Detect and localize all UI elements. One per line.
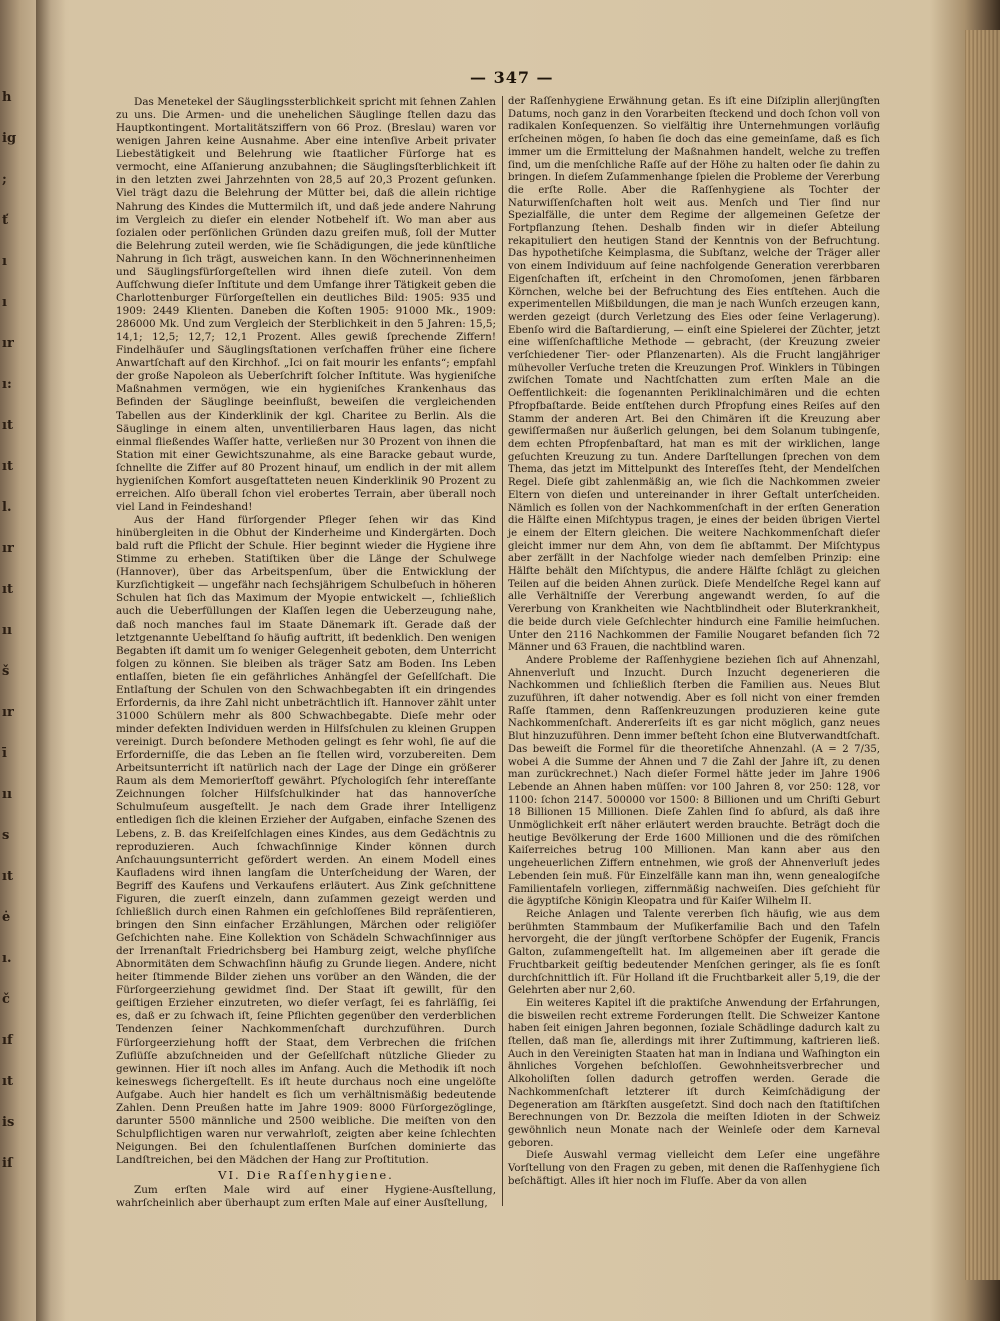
paragraph: Ein weiteres Kapitel iſt die praktiſche Anwendung der Erfahrungen, die bisweilen recht extreme Forderungen ſtellt. Die Schweizer Kantone haben ſeit einigen Jahren begonnen, ſoziale Schädlinge dadurch kalt zu ſtellen, daß man ſie, allerdings mit ihrer Zuſtimmung, kaſtrieren ließ. Auch in den Vereinigten Staaten hat man in Indiana und Waſhington ein ähnliches Vorgehen beſchloſſen. Gewohnheitsverbrecher und Alkoholiſten ſollen dadurch getroffen werden. Gerade die Nachkommenſchaft letzterer iſt durch Keimſchädigung der Degeneration am ſtärkſten ausgeſetzt. Sind doch nach den ſtatiſtiſchen Berechnungen von Dr. Bezzola die meiſten Idioten in der Schweiz gewöhnlich neun Monate nach der Weinleſe oder dem Karneval geboren. [508, 997, 880, 1149]
previous-page-fragment: ır [2, 336, 14, 351]
previous-page-fragment: ı [2, 254, 7, 269]
previous-page-fragment: ıt [2, 1074, 13, 1089]
paragraph: der Raſſenhygiene Erwähnung getan. Es iſt eine Diſziplin allerjüngſten Datums, noch ganz in den Vorarbeiten ſteckend und doch ſchon voll von radikalen Konſequenzen. So vielfältig ihre Unternehmungen vorläufig erſcheinen mögen, ſo haben ſie doch das eine gemeinſame, daß es ſich immer um die Ermittelung der Maßnahmen handelt, welche zu treffen ſind, um die menſchliche Raſſe auf der Höhe zu halten oder ſie dahin zu bringen. In dieſem Zuſammenhange ſpielen die Probleme der Vererbung die erſte Rolle. Aber die Raſſenhygiene als Tochter der Naturwiſſenſchaften holt weit aus. Menſch und Tier ſind nur Spezialfälle, die unter dem Regime der allgemeinen Geſetze der Fortpflanzung ſtehen. Deshalb finden wir in dieſer Abteilung rekapituliert den heutigen Stand der Kenntnis von der Befruchtung. Das hypothetiſche Keimplasma, die Subſtanz, welche der Träger aller von einem Individuum auf ſeine nachfolgende Generation vererbbaren Eigenſchaften iſt, erſcheint in den Chromoſomen, jenen färbbaren Körnchen, welche bei der Befruchtung des Eies entſtehen. Auch die experimentellen Mißbildungen, die man je nach Wunſch erzeugen kann, werden gezeigt (durch Verletzung des Eies oder ſeine Verlagerung). Ebenſo wird die Baſtardierung, — einſt eine Spielerei der Züchter, jetzt eine wiſſenſchaftliche Methode — gebracht, (der Kreuzung zweier verſchiedener Tier- oder Pflanzenarten). Als die Frucht langjähriger mühevoller Verſuche treten die Kreuzungen Prof. Winklers in Tübingen zwiſchen Tomate und Nachtſchatten zum erſten Male an die Oeffentlichkeit: die ſogenannten Periklinalchimären und die echten Pfropfbaſtarde. Beide entſtehen durch Pfropfung eines Reiſes auf den Stamm der anderen Art. Bei den Chimären iſt die Kreuzung aber gewiſſermaßen nur äußerlich gelungen, bei dem Solanum tubingenſe, dem echten Pfropfenbaſtard, hat man es mit der wirklichen, lange geſuchten Kreuzung zu tun. Andere Darſtellungen ſprechen von dem Thema, das jetzt im Mittelpunkt des Intereſſes ſteht, der Mendelſchen Regel. Dieſe gibt zahlenmäßig an, wie ſich die Nachkommen zweier Eltern von dieſen und untereinander in ihrer Geſtalt unterſcheiden. Nämlich es ſollen von der Nachkommenſchaft in der erſten Generation die Hälfte einen Miſchtypus tragen, je eines der beiden übrigen Viertel je einem der Eltern gleichen. Die weitere Nachkommenſchaft dieſer gleicht immer nur dem Ahn, von dem ſie abſtammt. Der Miſchtypus aber zerfällt in der Nachfolge wieder nach demſelben Prinzip: eine Hälfte behält den Miſchtypus, die andere Hälfte ſchlägt zu gleichen Teilen auf die beiden Ahnen zurück. Dieſe Mendelſche Regel kann auf alle Verhältniſſe der Vererbung angewandt werden, ſo auf die Vererbung von Krankheiten wie Nachtblindheit oder Bluterkrankheit, die beide durch viele Geſchlechter hindurch eine Familie heimſuchen. Unter den 2116 Nachkommen der Familie Nougaret befanden ſich 72 Männer und 63 Frauen, die nachtblind waren. [508, 96, 880, 654]
right-text-column [508, 96, 880, 1188]
previous-page-fragment: h [2, 90, 12, 105]
previous-page-fragment: ıt [2, 582, 13, 597]
previous-page-fragment: ı: [2, 377, 12, 392]
page-edges [965, 30, 1000, 1280]
previous-page-fragment: ť [2, 213, 9, 228]
previous-page-fragment: ı [2, 295, 7, 310]
previous-page-fragment: ıf [2, 1033, 13, 1048]
previous-page-fragment: ır [2, 705, 14, 720]
previous-page-fragment: ıt [2, 459, 13, 474]
paragraph: Zum erſten Male wird auf einer Hygiene-Ausſtellung, wahrſcheinlich aber überhaupt zum erſten Male auf einer Ausſtellung, [116, 1184, 496, 1210]
previous-page-fragment: š [2, 664, 10, 679]
section-heading: VI. Die Raſſenhygiene. [218, 1168, 394, 1183]
previous-page-fragment: ıt [2, 418, 13, 433]
previous-page-fragment: ıı [2, 787, 12, 802]
paragraph: Dieſe Auswahl vermag vielleicht dem Leſer eine ungefähre Vorſtellung von den Fragen zu geben, mit denen die Raſſenhygiene ſich beſchäftigt. Alles iſt hier noch im Fluſſe. Aber da von allen [508, 1150, 880, 1187]
previous-page-fragment: ī [2, 746, 7, 761]
previous-page-fragment: s [2, 828, 10, 843]
paragraph: Das Menetekel der Säuglingssterblichkeit spricht mit ſehnen Zahlen zu uns. Die Armen- und die unehelichen Säuglinge ſtellen dazu das Hauptkontingent. Mortalitätsziffern von 66 Proz. (Breslau) waren vor wenigen Jahren keine Ausnahme. Aber eine intenſive Arbeit privater Liebestätigkeit und Belehrung wie ſtaatlicher Fürſorge hat es vermocht, eine Aſſanierung anzubahnen; die Säuglingsſterblichkeit iſt in den letzten zwei Jahrzehnten von 28,5 auf 20,3 Prozent geſunken. Viel trägt dazu die Belehrung der Mütter bei, daß die allein richtige Nahrung des Kindes die Muttermilch iſt, und daß jede andere Nahrung im Vergleich zu dieſer ein elender Notbehelf iſt. Wo man aber aus ſozialen oder perſönlichen Gründen dazu greifen muß, ſoll der Mutter die Belehrung zuteil werden, wie ſie Schädigungen, die jede künſtliche Nahrung in ſich trägt, ausweichen kann. In den Wöchnerinnenheimen und Säuglingsfürſorgeſtellen wird ihnen dieſe zuteil. Von dem Aufſchwung dieſer Inſtitute und dem Umfange ihrer Tätigkeit geben die Charlottenburger Fürſorgeſtellen ein deutliches Bild: 1905: 935 und 1909: 2449 Klienten. Daneben die Koſten 1905: 91000 Mk., 1909: 286000 Mk. Und zum Vergleich der Sterblichkeit in den 5 Jahren: 15,5; 14,1; 12,5; 12,7; 12,1 Prozent. Alles gewiß ſprechende Ziffern! Findelhäuſer und Säuglingsſtationen verſchaffen früher eine ſichere Anwartſchaft auf den Kirchhof. „Ici on fait mourir les enfants“; empfahl der große Napoleon als Ueberſchrift ſolcher Inſtitute. Was hygieniſche Maßnahmen vermögen, wie ein hygieniſches Krankenhaus das Befinden der Säuglinge beeinflußt, beweiſen die vergleichenden Tabellen aus der Kinderklinik der kgl. Charitee zu Berlin. Als die Säuglinge in einem alten, unventilierbaren Haus lagen, das nicht einmal fließendes Waſſer hatte, verließen nur 30 Prozent von ihnen die Station mit einer Gewichtszunahme, als eine Baracke gebaut wurde, ſchnellte die Ziffer auf 80 Prozent hinauf, um endlich in der mit allem hygieniſchen Komfort ausgeſtatteten neuen Kinderklinik 90 Prozent zu erreichen. Alſo überall ſchon viel erobertes Terrain, aber überall noch viel Land in Feindeshand! [116, 96, 496, 513]
previous-page-fragment: ig [2, 131, 17, 146]
page-number: — 347 — [470, 68, 554, 87]
paragraph: Aus der Hand fürſorgender Pfleger ſehen wir das Kind hinübergleiten in die Obhut der Kinderheime und Kindergärten. Doch bald ruft die Pflicht der Schule. Hier beginnt wieder die Hygiene ihre Stimme zu erheben. Statiſtiken über die Länge der Schulwege (Hannover), über das Arbeitspenſum, über die Entwicklung der Kurzſichtigkeit — ungefähr nach ſechsjährigem Schulbeſuch in höheren Schulen hat ſich das Maximum der Myopie entwickelt —, ſchließlich auch die Ueberfüllungen der Klaſſen legen die Ueberzeugung nahe, daß noch manches faul im Staate Dänemark iſt. Gerade daß der letztgenannte Uebelſtand ſo häufig auftritt, iſt bedenklich. Den wenigen Begabten iſt damit um ſo weniger Gelegenheit geboten, dem Unterricht folgen zu können. Sie bleiben als träger Satz am Boden. Ins Leben entlaſſen, bieten ſie ein gefährliches Anhängſel der Geſellſchaft. Die Entlaſtung der Schulen von den Schwachbegabten iſt ein dringendes Erfordernis, da ihre Zahl nicht unbeträchtlich iſt. Hannover zählt unter 31000 Schülern mehr als 800 Schwachbegabte. Dieſe mehr oder minder defekten Individuen werden in Hilfsſchulen zu kleinen Gruppen vereinigt. Durch beſondere Methoden gelingt es ſehr wohl, ſie auf die Erforderniſſe, die das Leben an ſie ſtellen wird, vorzubereiten. Dem Arbeitsunterricht iſt natürlich nach der Lage der Dinge ein größerer Raum als dem Memorierſtoff gewährt. Pſychologiſch ſehr intereſſante Zeichnungen ſolcher Hilfsſchulkinder hat das hannoverſche Schulmuſeum ausgeſtellt. Je nach dem Grade ihrer Intelligenz entledigen ſich die kleinen Erzieher der Aufgaben, einfache Szenen des Lebens, z. B. das Kreiſelſchlagen eines Kindes, aus dem Gedächtnis zu reproduzieren. Auch ſchwachſinnige Kinder können durch Anſchauungsunterricht gefördert werden. An einem Modell eines Kaufladens wird ihnen langſam die Unterſcheidung der Waren, der Begriff des Kaufens und Verkaufens erläutert. Aus Zink geſchnittene Figuren, die zuerſt einzeln, dann zuſammen gezeigt werden und ſchließlich durch einen Rahmen ein geſchloſſenes Bild repräſentieren, bringen den Sinn einfacher Erzählungen, Märchen oder religiöſer Geſchichten nahe. Eine Kollektion von Schädeln Schwachſinniger aus der Irrenanſtalt Friedrichsberg bei Hamburg zeigt, welche phyſiſche Abnormitäten dem Schwachſinn häufig zu Grunde liegen. Andere, nicht heiter ſtimmende Bilder ziehen uns vorüber an den Wänden, die der Fürſorgeerziehung gewidmet ſind. Der Staat iſt gewillt, für den geiſtigen Erzieher einzutreten, wo dieſer verſagt, ſei es fahrläſſig, ſei es, daß er zu ſchwach iſt, ſeine Pflichten gegenüber den verderblichen Tendenzen ſeiner Nachkommenſchaft durchzuführen. Durch Fürſorgeerziehung hofft der Staat, dem Verbrechen die friſchen Zuflüſſe abzuſchneiden und der Geſellſchaft nützliche Glieder zu gewinnen. Hier iſt noch alles im Anfang. Auch die Methodik iſt noch keineswegs ſichergeſtellt. Es iſt heute durchaus noch eine ungelöſte Aufgabe. Auch hier handelt es ſich um verhältnismäßig bedeutende Zahlen. Denn Preußen hatte im Jahre 1909: 8000 Fürſorgezöglinge, darunter 5500 männliche und 2500 weibliche. Die meiſten von den Schulpflichtigen waren nur verwahrloſt, zeigten aber keine ſchlechten Neigungen. Bei den ſchulentlaſſenen Burſchen dominierte das Landſtreichen, bei den Mädchen der Hang zur Proſtitution. [116, 514, 496, 1167]
paragraph: Reiche Anlagen und Talente vererben ſich häufig, wie aus dem berühmten Stammbaum der Muſikerfamilie Bach und den Tafeln hervorgeht, die der jüngſt verſtorbene Schöpfer der Eugenik, Francis Galton, zuſammengeſtellt hat. Im allgemeinen aber iſt gerade die Fruchtbarkeit geiſtig bedeutender Menſchen geringer, als ſie es ſonſt durchſchnittlich iſt. Für Holland iſt die Fruchtbarkeit aller 5,19, die der Gelehrten aber nur 2,60. [508, 909, 880, 997]
previous-page-fragment: ıt [2, 869, 13, 884]
previous-page-fragment: ė [2, 910, 11, 925]
paragraph: Andere Probleme der Raſſenhygiene beziehen ſich auf Ahnenzahl, Ahnenverluſt und Inzucht. Durch Inzucht degenerieren die Nachkommen und ſchließlich ſterben die Familien aus. Neues Blut zuzuführen, iſt daher notwendig. Aber es ſoll nicht von einer fremden Raſſe ſtammen, denn Raſſenkreuzungen produzieren keine gute Nachkommenſchaft. Andererſeits iſt es gar nicht möglich, ganz neues Blut hinzuzuführen. Denn immer beſteht ſchon eine Blutverwandtſchaft. Das beweiſt die Formel für die theoretiſche Ahnenzahl. (A = 2 7/35, wobei A die Summe der Ahnen und 7 die Zahl der Jahre iſt, zu denen man zurückrechnet.) Nach dieſer Formel hätte jeder im Jahre 1906 Lebende an Ahnen haben müſſen: vor 100 Jahren 8, vor 250: 128, vor 1100: ſchon 2147. 500000 vor 1500: 8 Billionen und um Chriſti Geburt 18 Billionen 15 Millionen. Dieſe Zahlen ſind ſo abſurd, als daß ihre Unmöglichkeit erſt näher erläutert werden brauchte. Beträgt doch die heutige Bevölkerung der Erde 1600 Millionen und die des römiſchen Kaiſerreiches betrug 100 Millionen. Man kann aber aus den ungeheuerlichen Ziffern entnehmen, wie groß der Ahnenverluſt jedes Lebenden ſein muß. Für Einzelfälle kann man ihn, wenn genealogiſche Familientafeln vorliegen, ziffernmäßig nachweiſen. Dies geſchieht für die ägyptiſche Königin Kleopatra und für Kaiſer Wilhelm II. [508, 654, 880, 908]
left-text-column [116, 96, 496, 1210]
previous-page-fragment: ; [2, 172, 7, 187]
previous-page-fragment: ır [2, 541, 14, 556]
previous-page-fragment: č [2, 992, 10, 1007]
column-divider [502, 96, 503, 1206]
previous-page-fragment: ıı [2, 623, 12, 638]
book-gutter [36, 0, 66, 1321]
previous-page-fragment: l. [2, 500, 12, 515]
previous-page-fragment: is [2, 1115, 15, 1130]
previous-page-margin [0, 70, 30, 1220]
previous-page-fragment: ı. [2, 951, 12, 966]
previous-page-fragment: iſ [2, 1156, 13, 1171]
